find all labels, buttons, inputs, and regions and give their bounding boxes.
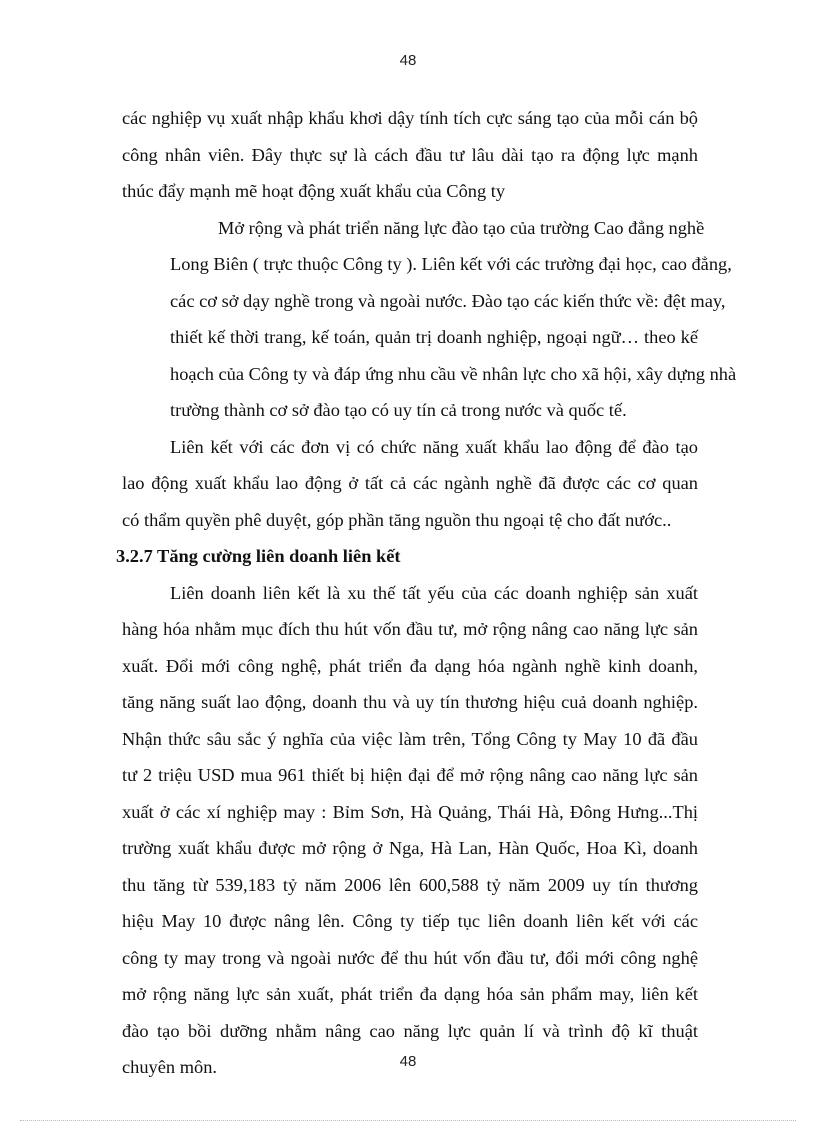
paragraph-2	[122, 210, 737, 429]
page-number-top: 48	[399, 52, 417, 69]
paragraph-3	[122, 429, 698, 539]
text-line: xuất. Đổi mới công nghệ, phát triển đa dạng hóa ngành nghề kinh doanh,	[122, 655, 698, 676]
page-bottom-divider	[20, 1120, 796, 1121]
text-line: thu tăng từ 539,183 tỷ năm 2006 lên 600,588 tỷ năm 2009 uy tín thương	[122, 874, 698, 895]
text-line: hiệu May 10 được nâng lên. Công ty tiếp tục liên doanh liên kết với các	[122, 911, 698, 931]
text-line: đào tạo bồi dưỡng nhằm nâng cao năng lực quản lí và trình độ kĩ thuật	[122, 1020, 698, 1041]
text-line: các nghiệp vụ xuất nhập khẩu khơi dậy tính tích cực sáng tạo của mỗi cán bộ	[122, 108, 698, 128]
text-line: công nhân viên. Đây thực sự là cách đầu tư lâu dài tạo ra động lực mạnh	[122, 144, 698, 165]
text-line: Nhận thức sâu sắc ý nghĩa của việc làm trên, Tổng Công ty May 10 đã đầu	[122, 728, 698, 749]
text-line: Liên kết với các đơn vị có chức năng xuất khẩu lao động để đào tạo	[170, 436, 698, 457]
text-line: thúc đẩy mạnh mẽ hoạt động xuất khẩu của Công ty	[122, 181, 506, 201]
text-line: các cơ sở dạy nghề trong và ngoài nước. Đào tạo các kiến thức về: đệt may,	[170, 290, 726, 311]
section-heading: 3.2.7 Tăng cường liên doanh liên kết	[116, 546, 401, 566]
section-paragraph	[122, 575, 698, 1086]
text-line: lao động xuất khẩu lao động ở tất cả các ngành nghề đã được các cơ quan	[122, 473, 698, 493]
text-line: hoạch của Công ty và đáp ứng nhu cầu về nhân lực cho xã hội, xây dựng nhà	[170, 363, 737, 384]
page-number-bottom: 48	[399, 1053, 417, 1070]
text-line: hàng hóa nhằm mục đích thu hút vốn đầu tư, mở rộng nâng cao năng lực sản	[122, 619, 698, 639]
text-line: tư 2 triệu USD mua 961 thiết bị hiện đại để mở rộng nâng cao năng lực sản	[122, 765, 698, 785]
document-body	[116, 100, 737, 1086]
text-line: Liên doanh liên kết là xu thế tất yếu của các doanh nghiệp sản xuất	[170, 582, 698, 603]
text-line: tăng năng suất lao động, doanh thu và uy tín thương hiệu cuả doanh nghiệp.	[122, 692, 698, 712]
text-line: xuất ở các xí nghiệp may : Bỉm Sơn, Hà Quảng, Thái Hà, Đông Hưng...Thị	[122, 801, 698, 822]
text-line: Long Biên ( trực thuộc Công ty ). Liên kết với các trường đại học, cao đẳng,	[170, 254, 732, 274]
text-line: công ty may trong và ngoài nước để thu hút vốn đầu tư, đổi mới công nghệ	[122, 947, 698, 968]
text-line: mở rộng năng lực sản xuất, phát triển đa dạng hóa sản phẩm may, liên kết	[122, 984, 698, 1004]
paragraph-1	[122, 100, 698, 210]
text-line: thiết kế thời trang, kế toán, quản trị doanh nghiệp, ngoại ngữ… theo kế	[170, 327, 698, 347]
text-line: chuyên môn.	[122, 1057, 217, 1077]
text-line: trường thành cơ sở đào tạo có uy tín cả trong nước và quốc tế.	[170, 400, 627, 420]
text-line: Mở rộng và phát triển năng lực đào tạo của trường Cao đẳng nghề	[218, 217, 705, 238]
text-line: trường xuất khẩu được mở rộng ở Nga, Hà Lan, Hàn Quốc, Hoa Kì, doanh	[122, 838, 698, 858]
text-line: có thẩm quyền phê duyệt, góp phần tăng nguồn thu ngoại tệ cho đất nước..	[122, 509, 672, 530]
